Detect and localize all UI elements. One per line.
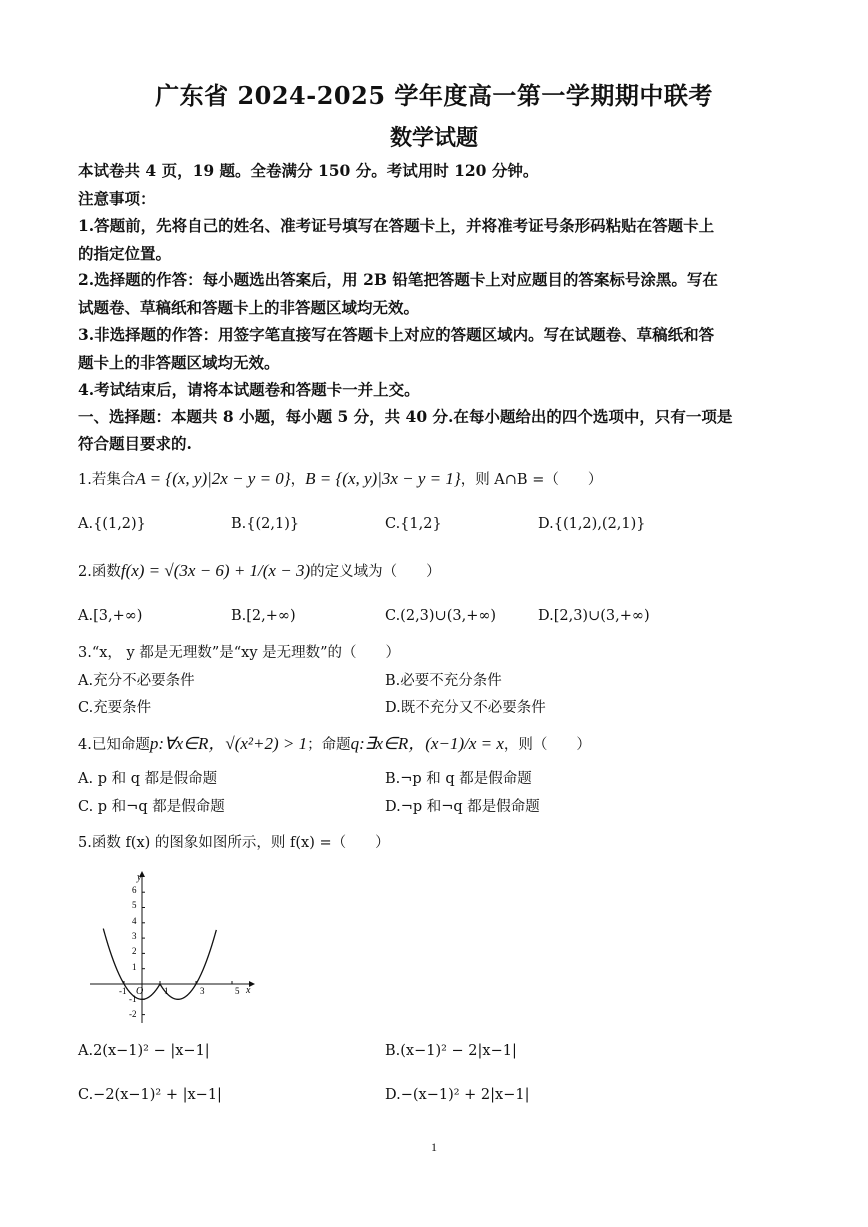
y-tick-label: 6 — [132, 885, 137, 895]
q1-option-c[interactable]: C.{1,2} — [385, 516, 442, 532]
q2-prefix: 2.函数 — [78, 564, 121, 580]
q4-proposition-p: p:∀x∈R，√(x²+2) > 1 — [149, 734, 308, 753]
q4-option-a[interactable]: A. p 和 q 都是假命题 — [78, 771, 218, 787]
notice-line: 题卡上的非答题区域均无效。 — [78, 353, 280, 372]
q2-option-c[interactable]: C.(2,3)∪(3,+∞) — [385, 608, 497, 624]
x-axis-label: x — [246, 985, 251, 996]
q1-set-b: B = {(x, y)|3x − y = 1} — [305, 469, 461, 488]
question-5-stem: 5.函数 f(x) 的图象如图所示，则 f(x) =（ ） — [78, 835, 390, 851]
notice-line: 的指定位置。 — [78, 244, 172, 263]
q1-option-b[interactable]: B.{(2,1)} — [231, 516, 300, 532]
q4-suffix: ，则（ ） — [503, 737, 591, 753]
question-1-stem — [78, 468, 793, 491]
q2-suffix: 的定义域为（ ） — [310, 564, 441, 580]
q2-option-b[interactable]: B.[2,+∞) — [231, 608, 296, 624]
y-axis-label: y — [137, 872, 142, 883]
section-heading: 一、选择题：本题共 8 小题，每小题 5 分，共 40 分.在每小题给出的四个选项中，只有一项是 — [78, 407, 733, 426]
section-heading-cont: 符合题目要求的. — [78, 434, 192, 453]
q4-proposition-q: q:∃x∈R，(x−1)/x = x — [350, 734, 504, 753]
y-tick-label: 3 — [132, 931, 137, 941]
notice-line: 试题卷、草稿纸和答题卡上的非答题区域均无效。 — [78, 298, 420, 317]
exam-title: 广东省 2024-2025 学年度高一第一学期期中联考 — [155, 81, 713, 110]
x-tick-label: -1 — [119, 986, 127, 996]
x-tick-label: 5 — [235, 986, 240, 996]
exam-intro: 本试卷共 4 页，19 题。全卷满分 150 分。考试用时 120 分钟。 — [78, 161, 539, 180]
exam-subtitle: 数学试题 — [389, 125, 478, 151]
y-tick-label: 2 — [132, 946, 137, 956]
q2-option-a[interactable]: A.[3,+∞) — [78, 608, 143, 624]
origin-label: O — [136, 986, 144, 997]
q1-separator: ， — [290, 472, 306, 488]
q3-option-b[interactable]: B.必要不充分条件 — [385, 673, 502, 689]
q2-function: f(x) = √(3x − 6) + 1/(x − 3) — [120, 561, 311, 580]
q4-prefix: 4.已知命题 — [78, 737, 150, 753]
q4-option-d[interactable]: D.¬p 和¬q 都是假命题 — [385, 799, 540, 815]
q2-option-d[interactable]: D.[2,3)∪(3,+∞) — [538, 608, 650, 624]
notice-line: 2.选择题的作答：每小题选出答案后，用 2B 铅笔把答题卡上对应题目的答案标号涂黑。写在 — [78, 270, 718, 289]
q1-set-a: A = {(x, y)|2x − y = 0} — [135, 469, 291, 488]
q5-option-c[interactable]: C.−2(x−1)² + |x−1| — [78, 1087, 222, 1103]
y-tick-label: 1 — [132, 962, 137, 972]
q1-option-d[interactable]: D.{(1,2),(2,1)} — [538, 516, 646, 532]
q4-mid: ；命题 — [307, 737, 351, 753]
question-4-stem — [78, 733, 793, 756]
q1-suffix: ，则 A∩B =（ ） — [460, 472, 603, 488]
q1-option-a[interactable]: A.{(1,2)} — [78, 516, 146, 532]
question-3-stem: 3.“x， y 都是无理数”是“xy 是无理数”的（ ） — [78, 645, 401, 661]
notice-heading: 注意事项： — [78, 189, 156, 208]
question-2-stem — [78, 560, 793, 583]
function-graph — [82, 868, 262, 1028]
y-tick-label: 4 — [132, 916, 137, 926]
x-tick-label: 1 — [164, 986, 169, 996]
notice-line: 4.考试结束后，请将本试题卷和答题卡一并上交。 — [78, 380, 420, 399]
notice-line: 1.答题前，先将自己的姓名、准考证号填写在答题卡上，并将准考证号条形码粘贴在答题卡上 — [78, 216, 715, 235]
notice-line: 3.非选择题的作答：用签字笔直接写在答题卡上对应的答题区域内。写在试题卷、草稿纸和答 — [78, 325, 715, 344]
q5-option-b[interactable]: B.(x−1)² − 2|x−1| — [385, 1043, 517, 1059]
q5-option-a[interactable]: A.2(x−1)² − |x−1| — [78, 1043, 210, 1059]
x-tick-label: 3 — [200, 986, 205, 996]
q5-option-d[interactable]: D.−(x−1)² + 2|x−1| — [385, 1087, 530, 1103]
q4-option-c[interactable]: C. p 和¬q 都是假命题 — [78, 799, 225, 815]
q3-option-c[interactable]: C.充要条件 — [78, 700, 152, 716]
y-tick-label: 5 — [132, 900, 137, 910]
q3-option-a[interactable]: A.充分不必要条件 — [78, 673, 195, 689]
y-tick-label: -2 — [129, 1009, 137, 1019]
q1-prefix: 1.若集合 — [78, 472, 136, 488]
q3-option-d[interactable]: D.既不充分又不必要条件 — [385, 700, 546, 716]
q4-option-b[interactable]: B.¬p 和 q 都是假命题 — [385, 771, 532, 787]
y-tick-label: -1 — [129, 994, 137, 1004]
page-number: 1 — [431, 1140, 437, 1154]
